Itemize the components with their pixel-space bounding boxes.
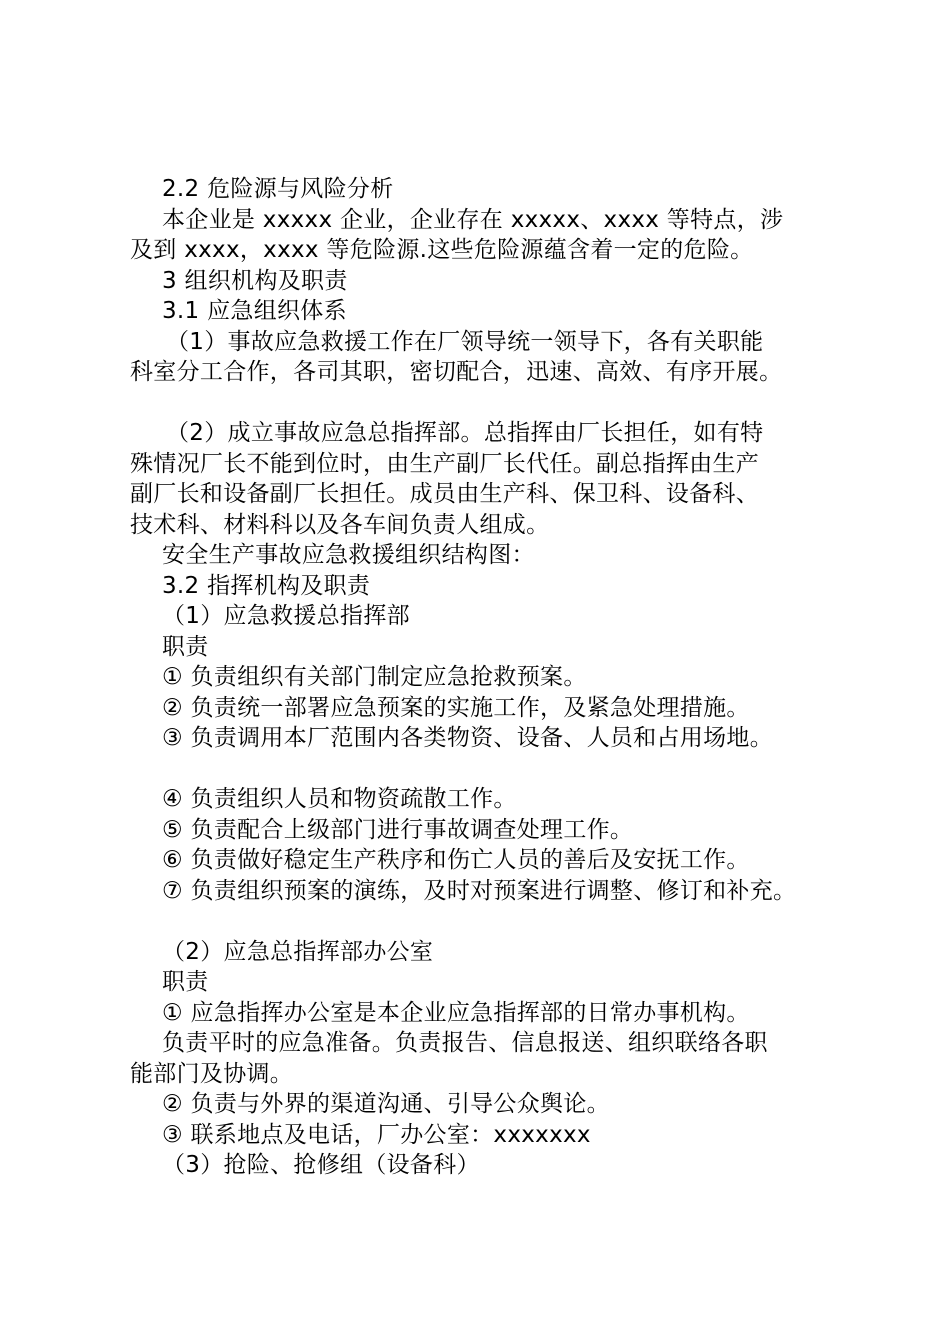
paragraph-line: （2）成立事故应急总指挥部。总指挥由厂长担任，如有特 [166, 420, 764, 446]
document-body [130, 174, 850, 1181]
list-item: ② 负责与外界的渠道沟通、引导公众舆论。 [162, 1091, 610, 1117]
list-item: ① 负责组织有关部门制定应急抢救预案。 [162, 664, 587, 690]
blank-line [130, 906, 850, 937]
list-item: ① 应急指挥办公室是本企业应急指挥部的日常办事机构。 [162, 999, 750, 1026]
subsection-heading: （3）抢险、抢修组（设备科） [162, 1152, 480, 1178]
duty-label: 职责 [162, 633, 209, 660]
paragraph-line: 及到 xxxx，xxxx 等危险源.这些危险源蕴含着一定的危险。 [130, 237, 754, 263]
paragraph-line: 副厂长和设备副厂长担任。成员由生产科、保卫科、设备科、 [130, 481, 760, 507]
list-item: ④ 负责组织人员和物资疏散工作。 [162, 786, 517, 812]
paragraph-line: 技术科、材料科以及各车间负责人组成。 [130, 511, 550, 538]
list-item: ⑥ 负责做好稳定生产秩序和伤亡人员的善后及安抚工作。 [162, 847, 750, 873]
section-heading-2-2: 2.2 危险源与风险分析 [162, 176, 394, 202]
paragraph-line: 安全生产事故应急救援组织结构图： [162, 542, 535, 568]
duty-label: 职责 [162, 969, 209, 995]
list-item: ⑦ 负责组织预案的演练，及时对预案进行调整、修订和补充。 [162, 877, 797, 904]
blank-line [130, 388, 850, 419]
list-item: ③ 联系地点及电话，厂办公室：xxxxxxx [162, 1121, 591, 1148]
list-item: ③ 负责调用本厂范围内各类物资、设备、人员和占用场地。 [162, 725, 774, 751]
paragraph-line: 本企业是 xxxxx 企业，企业存在 xxxxx、xxxx 等特点，涉 [162, 206, 784, 233]
subsection-heading: （2）应急总指挥部办公室 [162, 938, 434, 965]
blank-line [130, 754, 850, 785]
list-item: ⑤ 负责配合上级部门进行事故调查处理工作。 [162, 816, 634, 843]
section-heading-3: 3 组织机构及职责 [162, 267, 348, 294]
section-heading-3-1: 3.1 应急组织体系 [162, 298, 347, 324]
paragraph-line: 能部门及协调。 [130, 1060, 294, 1087]
paragraph-line: （1）事故应急救援工作在厂领导统一领导下，各有关职能 [166, 328, 764, 355]
section-heading-3-2: 3.2 指挥机构及职责 [162, 572, 371, 599]
subsection-heading: （1）应急救援总指挥部 [162, 603, 410, 629]
paragraph-line: 科室分工合作，各司其职，密切配合，迅速、高效、有序开展。 [130, 359, 783, 385]
paragraph-line: 负责平时的应急准备。负责报告、信息报送、组织联络各职 [162, 1030, 768, 1056]
paragraph-line: 殊情况厂长不能到位时，由生产副厂长代任。副总指挥由生产 [130, 450, 760, 477]
list-item: ② 负责统一部署应急预案的实施工作，及紧急处理措施。 [162, 694, 750, 721]
